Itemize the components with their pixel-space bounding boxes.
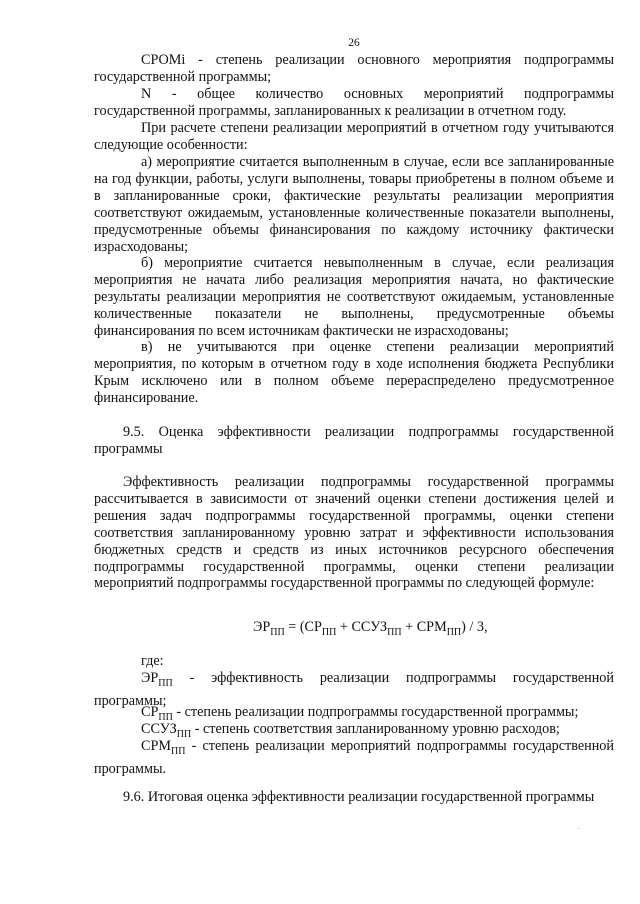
list-item-a: а) мероприятие считается выполненным в случае, если все запланированные на год функции, работы, услуги выполнены, товары приобретены в полном объеме и в запланированные сроки, фактические результаты реализации мероприятия соответствуют ожидаемым, установленные количественные показатели выполнены, предусмотренные объемы финансирования по каждому источнику фактически израсходованы; bbox=[94, 154, 614, 255]
where-label: где: bbox=[141, 653, 164, 669]
list-item-c: в) не учитываются при оценке степени реализации мероприятий мероприятия, по которым в отчетном году в ходе исполнения бюджета Республики Крым исключено или в полном объеме перераспределено предусмотренное финансирование. bbox=[94, 339, 614, 406]
page-number: 26 bbox=[348, 37, 360, 49]
efficiency-formula: $ЭР_{ПП} = (СР_{ПП}$ + $ССУЗ_{ПП} + СРМ_{ПП}) / 3$, bbox=[253, 619, 488, 638]
definition-sr: $СР_{ПП}$ - степень реализации подпрограммы государственной программы; bbox=[141, 704, 579, 723]
paragraph-features-intro: При расчете степени реализации мероприятий в отчетном году учитываются следующие особенности: bbox=[94, 120, 614, 153]
section-heading-9-6: 9.6. Итоговая оценка эффективности реализации государственной программы bbox=[123, 789, 595, 805]
paragraph-efficiency-description: Эффективность реализации подпрограммы государственной программы рассчитывается в зависимости от значений оценки степени достижения целей и решения задач подпрограммы государственной программы, оценки степени соответствия запланированному уровню затрат и эффективности использования бюджетных средств и средств из иных источников ресурсного обеспечения подпрограммы государственной программы, оценки степени реализации мероприятий подпрограммы государственной программы по следующей формуле: bbox=[94, 474, 614, 592]
definition-er: $ЭР_{ПП}$ - эффективность реализации подпрограммы государственной программы; bbox=[94, 670, 614, 709]
list-item-b: б) мероприятие считается невыполненным в случае, если реализация мероприятия не начата либо реализация мероприятия начата, но фактические результаты реализации мероприятия не соответствуют ожидаемым, установленные количественные показатели не выполнены, предусмотренные объемы финансирования по всем источникам фактически не израсходованы; bbox=[94, 255, 614, 339]
scan-speck-mark: . bbox=[578, 822, 580, 831]
definition-n: N - общее количество основных мероприятий подпрограммы государственной программы, запланированных к реализации в отчетном году. bbox=[94, 86, 614, 119]
definition-srom: СРОМi - степень реализации основного мероприятия подпрограммы государственной программы; bbox=[94, 52, 614, 85]
section-heading-9-5: 9.5. Оценка эффективности реализации подпрограммы государственной программы bbox=[94, 424, 614, 457]
document-page bbox=[94, 0, 614, 904]
definition-ssuz: $ССУЗ_{ПП}$ - степень соответствия запланированному уровню расходов; bbox=[141, 721, 560, 740]
definition-srm: $СРМ_{ПП}$ - степень реализации мероприятий подпрограммы государственной программы. bbox=[94, 738, 614, 777]
